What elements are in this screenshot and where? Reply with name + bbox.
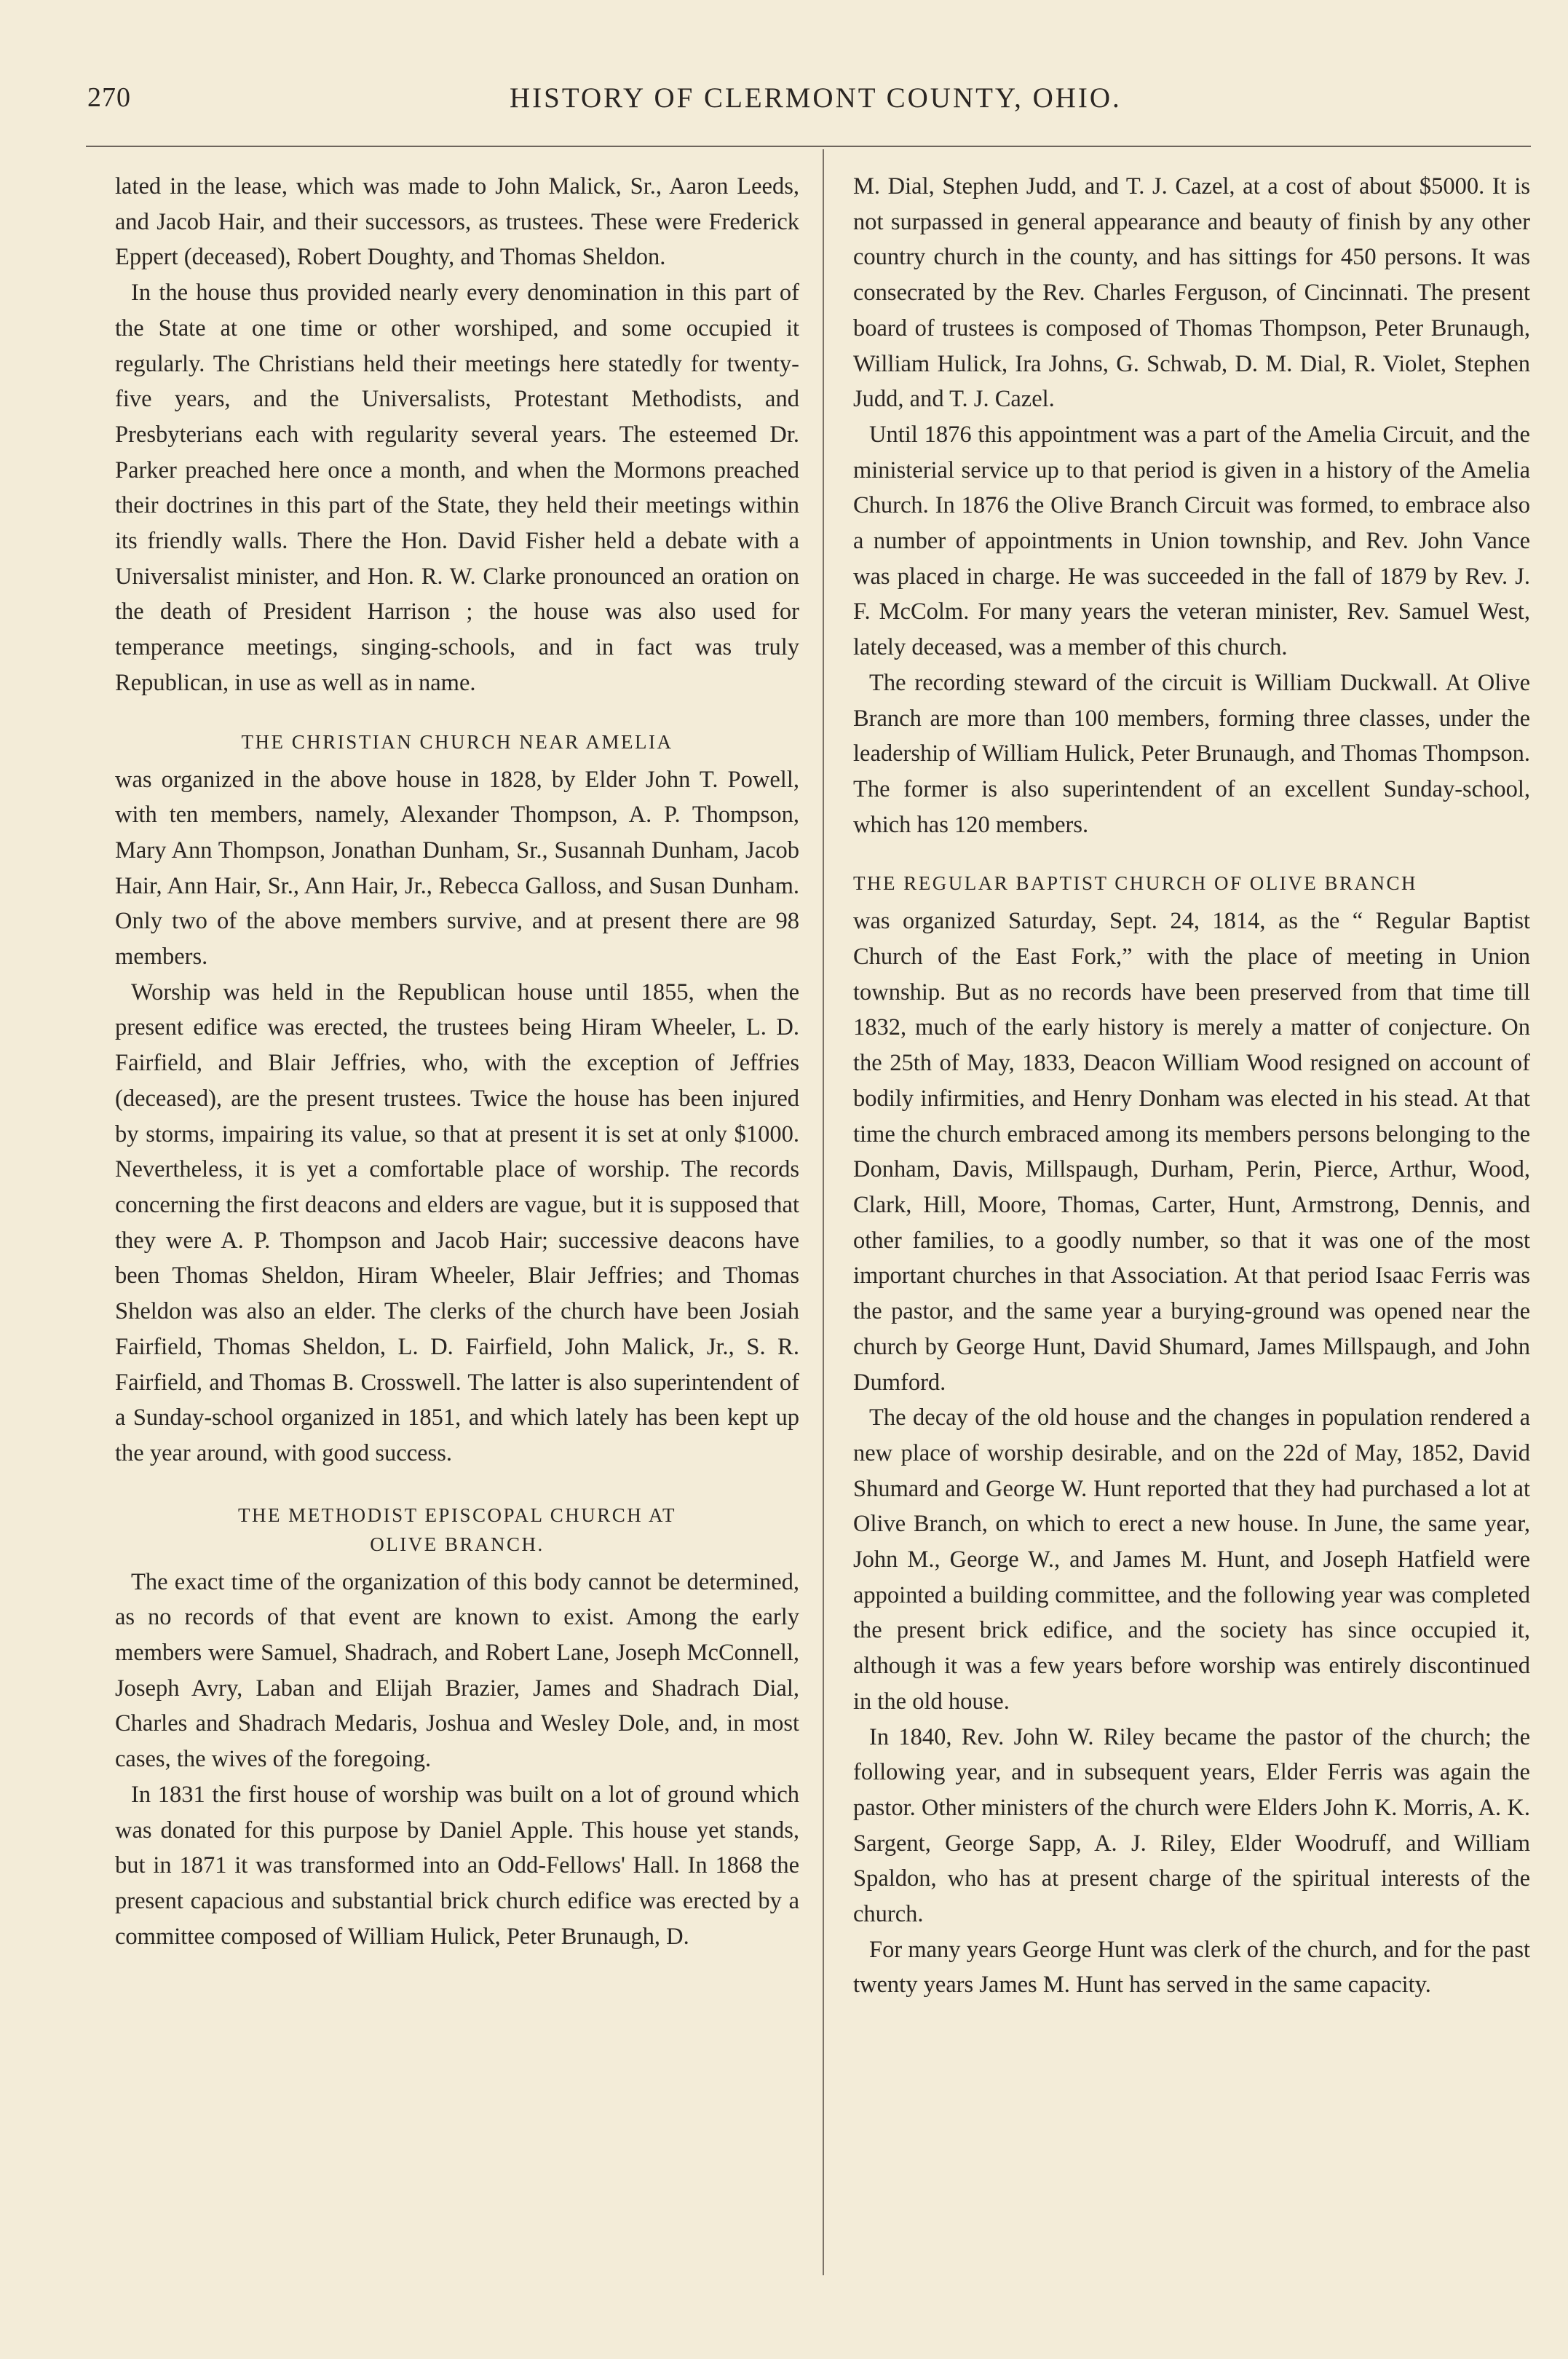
paragraph: The recording steward of the circuit is William Duckwall. At Olive Branch are more than 100 members, forming three classes, under the leadership of William Hulick, Peter Brunaugh, and Thomas Thompson. The former is also superintendent of an excellent Sunday-school, which has 120 members. (853, 669, 1530, 838)
paragraph: For many years George Hunt was clerk of the church, and for the past twenty years James M. Hunt has served in the same capacity. (853, 1936, 1530, 1999)
paragraph: In 1840, Rev. John W. Riley became the pastor of the church; the following year, and in subsequent years, Elder Ferris was again the pastor. Other ministers of the church were Elders John K. Morris, A. K. Sargent, George Sapp, A. J. Riley, Elder Woodruff, and William Spaldon, who has at present charge of the spiritual interests of the church. (853, 1723, 1530, 1928)
section-heading: THE METHODIST EPISCOPAL CHURCH AT OLIVE BRANCH. (237, 1503, 677, 1555)
column-divider (823, 149, 824, 2275)
section-heading: THE REGULAR BAPTIST CHURCH OF OLIVE BRANCH (853, 872, 1418, 895)
right-column (853, 169, 1530, 2003)
paragraph: was organized in the above house in 1828, by Elder John T. Powell, with ten members, namely, Alexander Thompson, A. P. Thompson, Mary Ann Thompson, Jonathan Dunham, Sr., Susannah Dunham, Jacob Hair, Ann Hair, Sr., Ann Hair, Jr., Rebecca Galloss, and Susan Dunham. Only two of the above members survive, and at present there are 98 members. (115, 766, 799, 971)
section-heading: THE CHRISTIAN CHURCH NEAR AMELIA (241, 730, 673, 753)
left-column (115, 169, 799, 1954)
paragraph: The exact time of the organization of this body cannot be determined, as no records of that event are known to exist. Among the early members were Samuel, Shadrach, and Robert Lane, Joseph McConnell, Joseph Avry, Laban and Elijah Brazier, James and Shadrach Dial, Charles and Shadrach Medaris, Joshua and Wesley Dole, and, in most cases, the wives of the foregoing. (115, 1568, 799, 1773)
paragraph: In 1831 the first house of worship was built on a lot of ground which was donated for this purpose by Daniel Apple. This house yet stands, but in 1871 it was transformed into an Odd-Fellows' Hall. In 1868 the present capacious and substantial brick church edifice was erected by a committee composed of William Hulick, Peter Brunaugh, D. (115, 1781, 799, 1950)
header-rule (86, 146, 1531, 147)
paragraph: was organized Saturday, Sept. 24, 1814, as the “ Regular Baptist Church of the East Fork,” with the place of meeting in Union township. But as no records have been preserved from that time till 1832, much of the early history is merely a matter of conjecture. On the 25th of May, 1833, Deacon William Wood resigned on account of bodily infirmities, and Henry Donham was elected in his stead. At that time the church embraced among its members persons belonging to the Donham, Davis, Millspaugh, Durham, Perin, Pierce, Arthur, Wood, Clark, Hill, Moore, Thomas, Carter, Hunt, Armstrong, Dennis, and other families, to a goodly number, so that it was one of the most important churches in that Association. At that period Isaac Ferris was the pastor, and the same year a burying-ground was opened near the church by George Hunt, David Shumard, James Millspaugh, and John Dumford. (853, 908, 1530, 1396)
paragraph: Until 1876 this appointment was a part of the Amelia Circuit, and the ministerial service up to that period is given in a history of the Amelia Church. In 1876 the Olive Branch Circuit was formed, to embrace also a number of appointments in Union township, and Rev. John Vance was placed in charge. He was succeeded in the fall of 1879 by Rev. J. F. McColm. For many years the veteran minister, Rev. Samuel West, lately deceased, was a member of this church. (853, 421, 1530, 661)
paragraph: M. Dial, Stephen Judd, and T. J. Cazel, at a cost of about $5000. It is not surpassed in general appearance and beauty of finish by any other country church in the county, and has sittings for 450 persons. It was consecrated by the Rev. Charles Ferguson, of Cincinnati. The present board of trustees is composed of Thomas Thompson, Peter Brunaugh, William Hulick, Ira Johns, G. Schwab, D. M. Dial, R. Violet, Stephen Judd, and T. J. Cazel. (853, 173, 1530, 413)
paragraph: lated in the lease, which was made to John Malick, Sr., Aaron Leeds, and Jacob Hair, and their successors, as trustees. These were Frederick Eppert (deceased), Robert Doughty, and Thomas Sheldon. (115, 173, 799, 271)
paragraph: The decay of the old house and the changes in population rendered a new place of worship desirable, and on the 22d of May, 1852, David Shumard and George W. Hunt reported that they had purchased a lot at Olive Branch, on which to erect a new house. In June, the same year, John M., George W., and James M. Hunt, and Joseph Hatfield were appointed a building committee, and the following year was completed the present brick edifice, and the society has since occupied it, although it was a few years before worship was entirely discontinued in the old house. (853, 1404, 1530, 1715)
paragraph: Worship was held in the Republican house until 1855, when the present edifice was erected, the trustees being Hiram Wheeler, L. D. Fairfield, and Blair Jeffries, who, with the exception of Jeffries (deceased), are the present trustees. Twice the house has been injured by storms, impairing its value, so that at present it is set at only $1000. Nevertheless, it is yet a comfortable place of worship. The records concerning the first deacons and elders are vague, but it is supposed that they were A. P. Thompson and Jacob Hair; successive deacons have been Thomas Sheldon, Hiram Wheeler, Blair Jeffries; and Thomas Sheldon was also an elder. The clerks of the church have been Josiah Fairfield, Thomas Sheldon, L. D. Fairfield, John Malick, Jr., S. R. Fairfield, and Thomas B. Crosswell. The latter is also superintendent of a Sunday-school organized in 1851, and which lately has been kept up the year around, with good success. (115, 979, 799, 1466)
page-number: 270 (87, 82, 131, 113)
paragraph: In the house thus provided nearly every denomination in this part of the State at one time or other worshiped, and some occupied it regularly. The Christians held their meetings here statedly for twenty-five years, and the Universalists, Protestant Methodists, and Presbyterians each with regularity several years. The esteemed Dr. Parker preached here once a month, and when the Mormons preached their doctrines in this part of the State, they held their meetings within its friendly walls. There the Hon. David Fisher held a debate with a Universalist minister, and Hon. R. W. Clarke pronounced an oration on the death of President Harrison ; the house was also used for temperance meetings, singing-schools, and in fact was truly Republican, in use as well as in name. (115, 280, 799, 696)
running-title: HISTORY OF CLERMONT COUNTY, OHIO. (510, 82, 1122, 114)
